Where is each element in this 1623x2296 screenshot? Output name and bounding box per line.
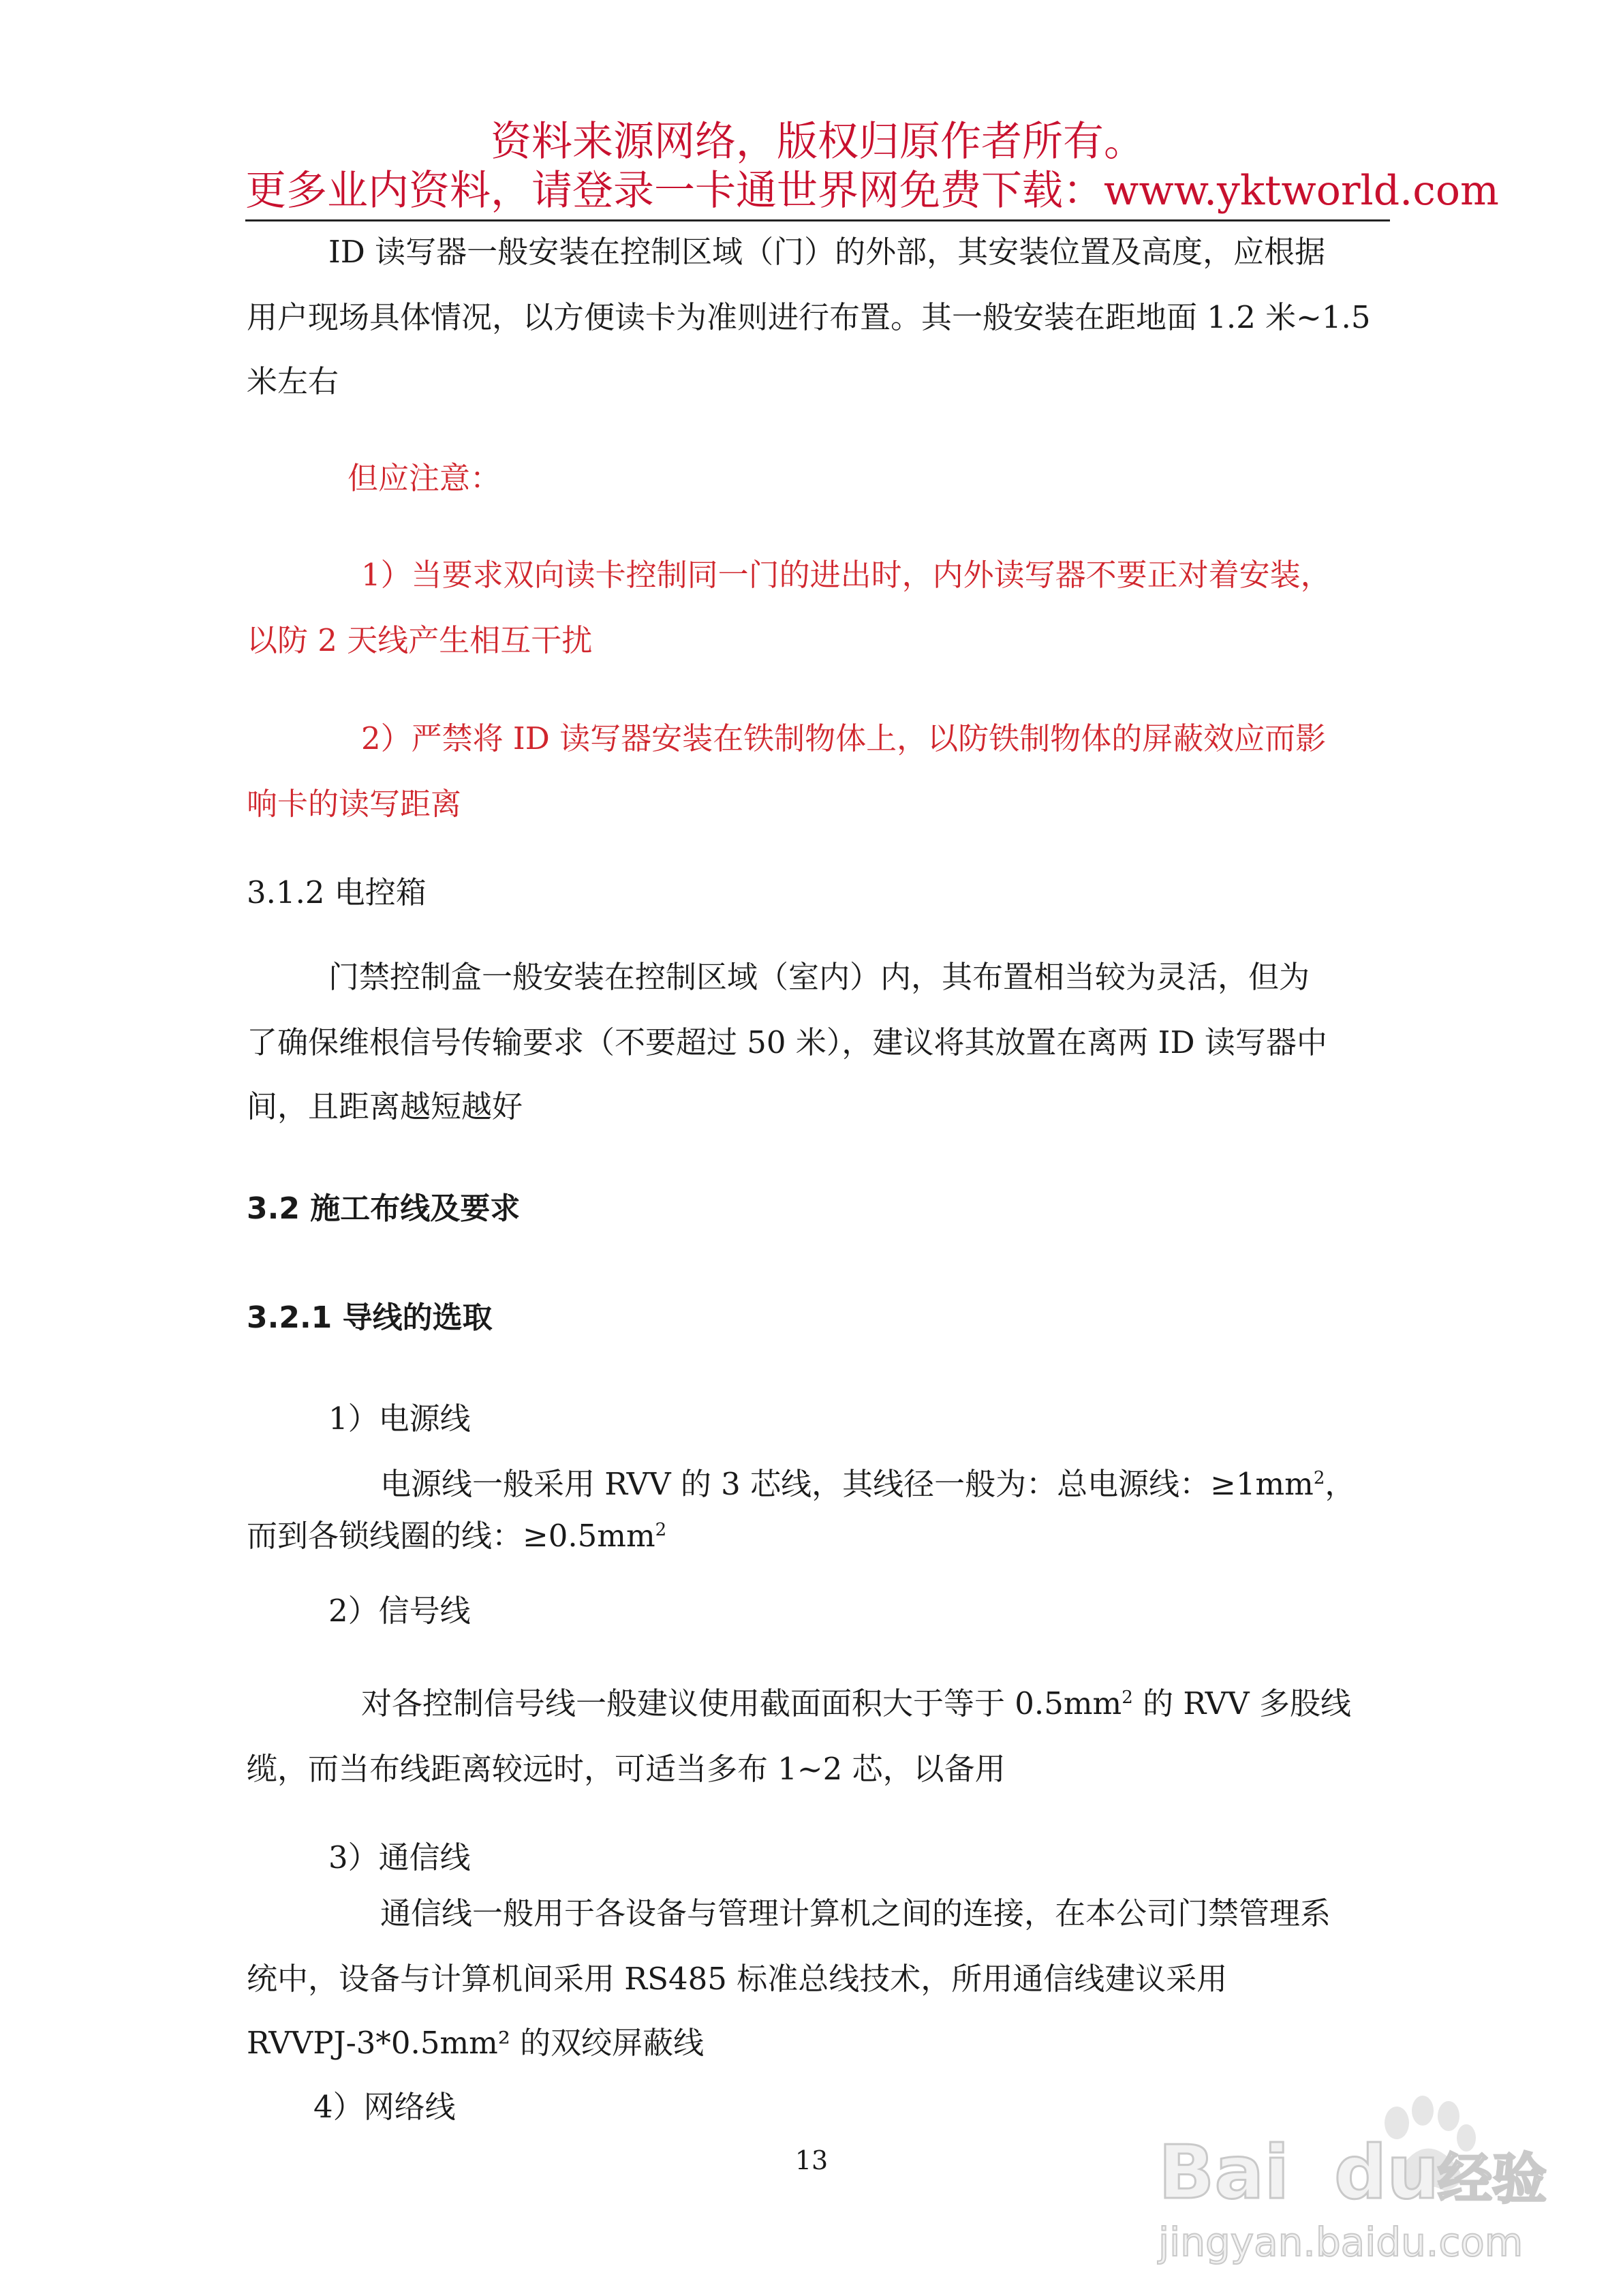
note-title: 但应注意： (347, 460, 501, 496)
watermark-graphic (1151, 2096, 1560, 2280)
baidu-jingyan-watermark (1151, 2096, 1560, 2280)
note1-line2: 以防 2 天线产生相互干扰 (247, 622, 593, 658)
item2-title: 2）信号线 (328, 1593, 471, 1629)
item2-text-line1: 对各控制信号线一般建议使用截面面积大于等于 $0.5mm^2$ 的 RVV 多股线 (361, 1685, 1351, 1721)
para1-line3: 米左右 (247, 363, 339, 399)
section-3-1-2-heading: 3.1.2 电控箱 (247, 874, 427, 910)
item1-title: 1）电源线 (328, 1400, 471, 1437)
item3-text-line2: 统中，设备与计算机间采用 RS485 标准总线技术，所用通信线建议采用 (247, 1961, 1228, 1997)
item1-text-line1: 电源线一般采用 RVV 的 3 芯线，其线径一般为：总电源线：$\ge 1mm^2$， (380, 1466, 1356, 1502)
section-3-2-heading: 3.2 施工布线及要求 (247, 1191, 521, 1226)
section-3-2-1-heading: 3.2.1 导线的选取 (247, 1300, 493, 1335)
para2-line2: 了确保维根信号传输要求（不要超过 50 米），建议将其放置在离两 ID 读写器中 (247, 1024, 1327, 1060)
header-line-2: 更多业内资料，请登录一卡通世界网免费下载：www.yktworld.com (245, 167, 1499, 215)
watermark-url: jingyan.baidu.com (1158, 2219, 1524, 2265)
item1-text-line2: 而到各锁线圈的线：$\ge 0.5mm^2$ (247, 1518, 667, 1554)
para2-line1: 门禁控制盒一般安装在控制区域（室内）内，其布置相当较为灵活，但为 (328, 959, 1310, 995)
note2-line1: 2）严禁将 ID 读写器安装在铁制物体上，以防铁制物体的屏蔽效应而影 (361, 720, 1327, 756)
watermark-brand: Bai (1158, 2130, 1290, 2216)
para1-line1: ID 读写器一般安装在控制区域（门）的外部，其安装位置及高度，应根据 (328, 234, 1326, 270)
item2-text-line2: 缆，而当布线距离较远时，可适当多布 1~2 芯，以备用 (247, 1751, 1006, 1787)
note1-line1: 1）当要求双向读卡控制同一门的进出时，内外读写器不要正对着安装， (361, 557, 1331, 593)
header-rule (245, 219, 1390, 221)
watermark-brand-2: du (1334, 2130, 1440, 2216)
header-line-1: 资料来源网络，版权归原作者所有。 (491, 118, 1145, 166)
para2-line3: 间，且距离越短越好 (247, 1088, 523, 1124)
note2-line2: 响卡的读写距离 (247, 786, 462, 822)
watermark-cn: 经验 (1438, 2147, 1547, 2211)
item3-text-line1: 通信线一般用于各设备与管理计算机之间的连接，在本公司门禁管理系 (380, 1895, 1331, 1931)
item3-title: 3）通信线 (328, 1839, 471, 1876)
page-number: 13 (794, 2145, 829, 2175)
para1-line2: 用户现场具体情况，以方便读卡为准则进行布置。其一般安装在距地面 1.2 米~1.5 (247, 299, 1371, 335)
item3-text-line3: RVVPJ-3*0.5mm² 的双绞屏蔽线 (247, 2025, 705, 2061)
item4-title: 4）网络线 (313, 2089, 456, 2125)
